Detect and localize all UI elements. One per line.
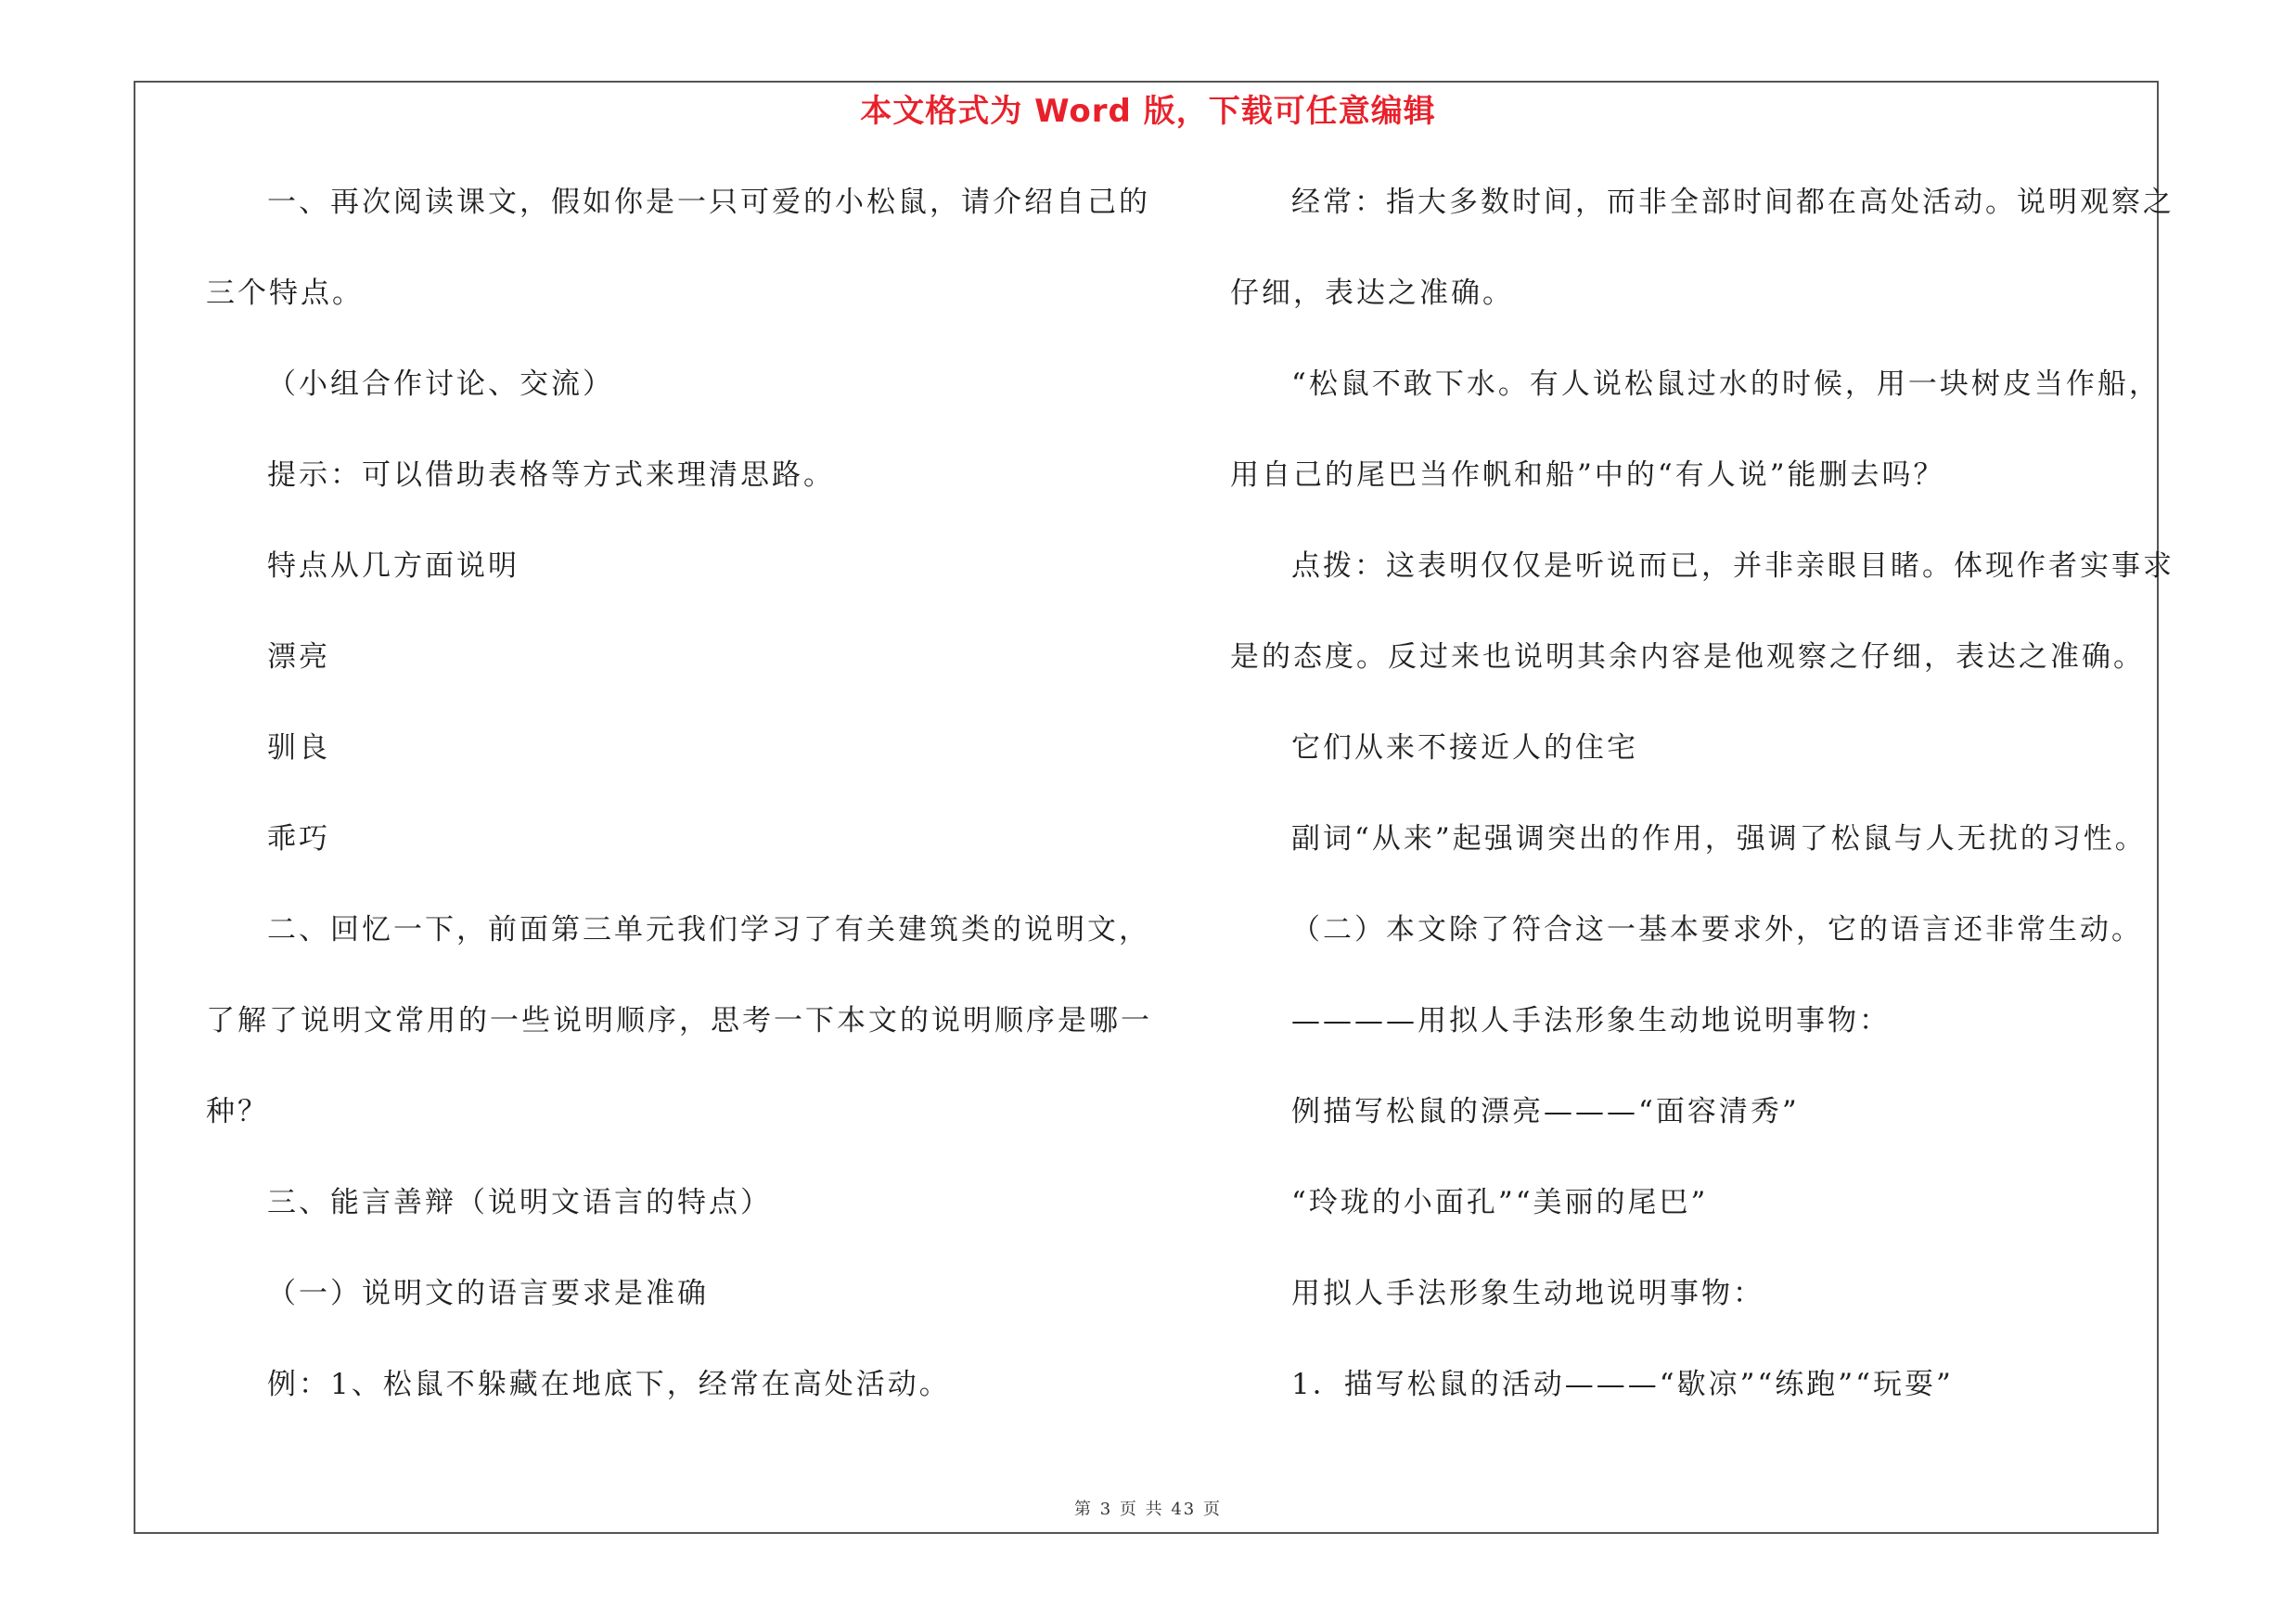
right-line-5: 点拨：这表明仅仅是听说而已，并非亲眼目睹。体现作者实事求 [1291,549,2174,583]
left-line-11: 种？ [206,1095,269,1128]
left-line-4: 提示：可以借助表格等方式来理清思路。 [267,458,835,492]
left-line-9: 二、回忆一下，前面第三单元我们学习了有关建筑类的说明文， [267,913,1150,947]
document-banner: 本文格式为 Word 版，下载可任意编辑 [860,93,1436,130]
left-line-13: （一）说明文的语言要求是准确 [267,1277,709,1310]
left-line-10: 了解了说明文常用的一些说明顺序，思考一下本文的说明顺序是哪一 [206,1004,1152,1037]
left-line-8: 乖巧 [267,822,330,856]
right-line-8: 副词“从来”起强调突出的作用，强调了松鼠与人无扰的习性。 [1291,822,2147,856]
right-line-3: “松鼠不敢下水。有人说松鼠过水的时候，用一块树皮当作船， [1291,367,2161,401]
left-line-14: 例：1、松鼠不躲藏在地底下，经常在高处活动。 [267,1368,951,1401]
right-line-1: 经常：指大多数时间，而非全部时间都在高处活动。说明观察之 [1291,186,2174,219]
right-line-12: “玲珑的小面孔”“美丽的尾巴” [1291,1186,1709,1219]
left-line-6: 漂亮 [267,640,330,674]
left-line-2: 三个特点。 [206,277,364,310]
left-line-5: 特点从几方面说明 [267,549,519,583]
page-number-footer: 第 3 页 共 43 页 [1074,1500,1222,1519]
right-line-4: 用自己的尾巴当作帆和船”中的“有人说”能删去吗？ [1230,458,1945,492]
left-line-12: 三、能言善辩（说明文语言的特点） [267,1186,772,1219]
right-line-14: 1．描写松鼠的活动———“歇凉”“练跑”“玩耍” [1291,1368,1954,1401]
right-line-6: 是的态度。反过来也说明其余内容是他观察之仔细，表达之准确。 [1230,640,2145,674]
right-line-13: 用拟人手法形象生动地说明事物： [1291,1277,1764,1310]
right-line-7: 它们从来不接近人的住宅 [1291,731,1638,765]
page-frame [134,81,2159,1534]
right-line-9: （二）本文除了符合这一基本要求外，它的语言还非常生动。 [1291,913,2143,947]
right-line-10: ————用拟人手法形象生动地说明事物： [1291,1004,1891,1037]
right-line-2: 仔细，表达之准确。 [1230,277,1514,310]
left-line-7: 驯良 [267,731,330,765]
right-line-11: 例描写松鼠的漂亮———“面容清秀” [1291,1095,1800,1128]
left-line-1: 一、再次阅读课文，假如你是一只可爱的小松鼠，请介绍自己的 [267,186,1150,219]
left-line-3: （小组合作讨论、交流） [267,367,614,401]
